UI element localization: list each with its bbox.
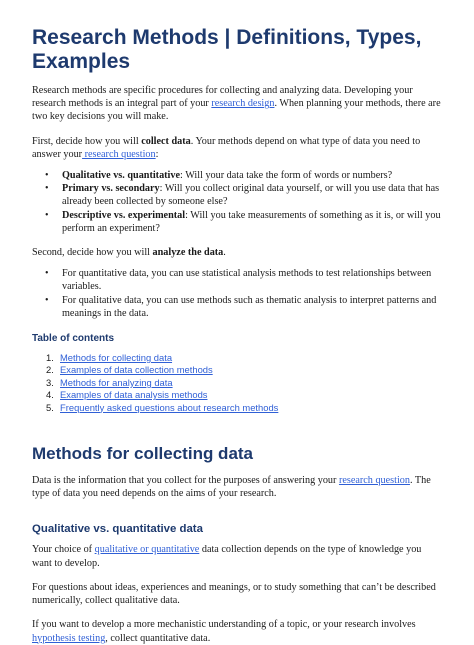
quantitative-paragraph: If you want to develop a more mechanistic understanding of a topic, or your research involves hypothesis testing, collect quantitative data.	[32, 619, 416, 644]
qualitative-paragraph: For questions about ideas, experiences and meanings, or to study something that can’t be described numerically, collect qualitative data.	[32, 581, 436, 607]
list-item: • For qualitative data, you can use methods such as thematic analysis to interpret patterns and meanings in the data.	[62, 294, 442, 320]
research-design-link[interactable]: research design	[211, 98, 275, 110]
intro-paragraph: Research methods are specific procedures for collecting and analyzing data. Developing your research methods is an integral part of your research design. When planning your methods, there are two key decisions you will make.	[32, 85, 441, 123]
list-item: • Qualitative vs. quantitative: Will your data take the form of words or numbers?	[62, 169, 442, 182]
toc-item: 5. Frequently asked questions about research methods	[46, 401, 279, 413]
toc-link-analyzing[interactable]: Methods for analyzing data	[60, 376, 173, 388]
choice-paragraph: Your choice of qualitative or quantitative data collection depends on the type of knowledge you want to develop.	[32, 544, 422, 569]
table-of-contents	[32, 352, 442, 414]
list-item: • Descriptive vs. experimental: Will you take measurements of something as it is, or will you perform an experiment?	[62, 209, 442, 235]
section-heading-collecting: Methods for collecting data	[32, 444, 254, 464]
list-item: • For quantitative data, you can use statistical analysis methods to test relationships between variables.	[62, 267, 442, 293]
list-item: • Primary vs. secondary: Will you collect original data yourself, or will you use data that has already been collected by someone else?	[62, 182, 442, 208]
toc-item: 4. Examples of data analysis methods	[46, 389, 208, 401]
toc-link-analysis-examples[interactable]: Examples of data analysis methods	[60, 389, 208, 401]
research-question-link[interactable]: research question	[82, 148, 156, 160]
second-paragraph: Second, decide how you will analyze the data.	[32, 247, 226, 259]
toc-link-collecting[interactable]: Methods for collecting data	[60, 352, 173, 364]
hypothesis-testing-link[interactable]: hypothesis testing	[32, 632, 106, 644]
toc-link-collection-examples[interactable]: Examples of data collection methods	[60, 364, 213, 376]
toc-heading: Table of contents	[32, 333, 115, 345]
qual-quant-link[interactable]: qualitative or quantitative	[94, 544, 200, 556]
toc-item: 2. Examples of data collection methods	[46, 364, 213, 376]
decision-list	[32, 169, 442, 235]
page-title: Research Methods | Definitions, Types, Examples	[32, 26, 422, 73]
collecting-paragraph: Data is the information that you collect for the purposes of answering your research question. The type of data you need depends on the aims of your research.	[32, 475, 431, 500]
toc-link-faq[interactable]: Frequently asked questions about research methods	[60, 401, 279, 413]
first-paragraph: First, decide how you will collect data. Your methods depend on what type of data you need to answer your research question:	[32, 135, 421, 160]
research-question-link-2[interactable]: research question	[338, 475, 410, 487]
subsection-heading-qual-quant: Qualitative vs. quantitative data	[32, 523, 203, 536]
toc-item: 1. Methods for collecting data	[46, 352, 173, 364]
toc-item: 3. Methods for analyzing data	[46, 376, 173, 388]
analysis-list	[32, 267, 442, 320]
